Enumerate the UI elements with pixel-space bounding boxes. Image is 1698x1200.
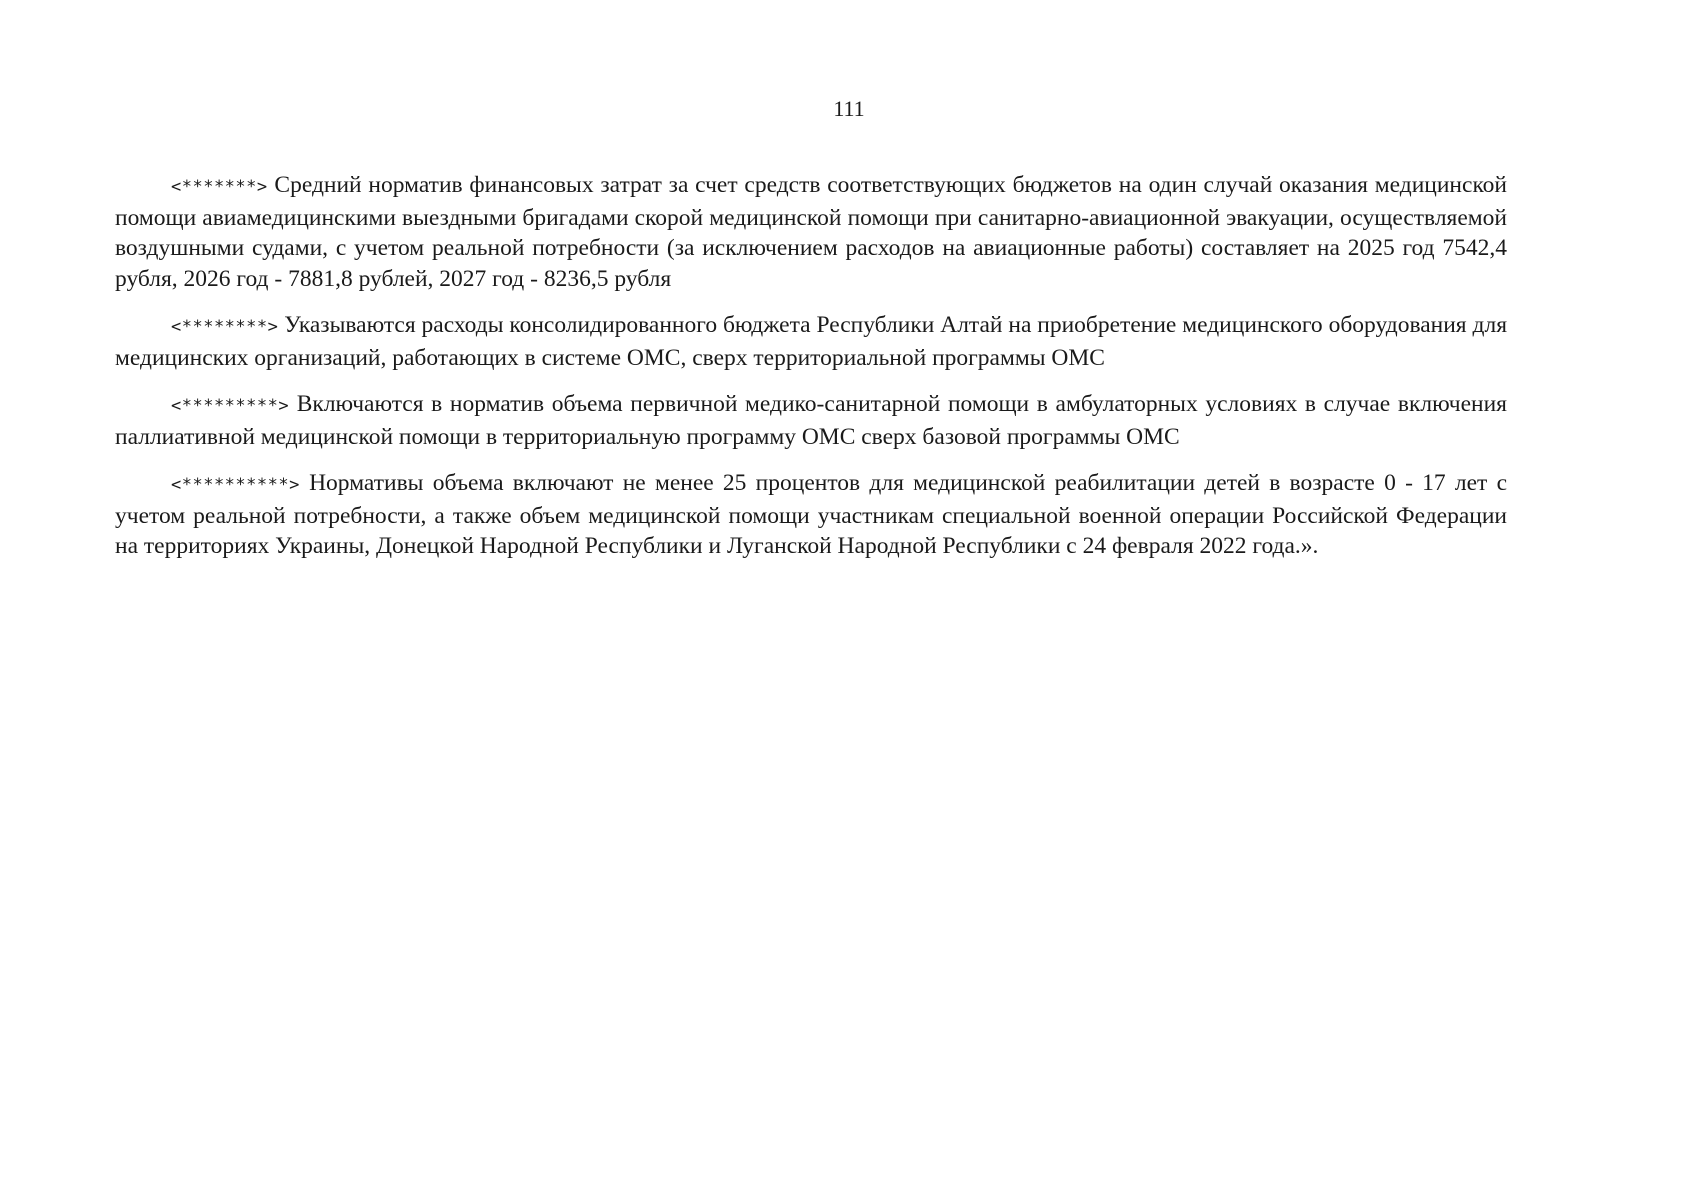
- footnote-7-asterisks: [115, 170, 1507, 294]
- footnote-text: Нормативы объема включают не менее 25 процентов для медицинской реабилитации детей в возрасте 0 - 17 лет с учетом реальной потребности, а также объем медицинской помощи участникам специальной военной операции Российской Федерации на территориях Украины, Донецкой Народной Республики и Луганской Народной Республики с 24 февраля 2022 года.».: [115, 470, 1507, 559]
- footnote-marker: <********>: [171, 317, 279, 337]
- footnote-text: Включаются в норматив объема первичной медико-санитарной помощи в амбулаторных условиях в случае включения паллиативной медицинской помощи в территориальную программу ОМС сверх базовой программы ОМС: [115, 391, 1507, 450]
- footnote-marker: <*******>: [171, 177, 268, 197]
- footnote-9-asterisks: [115, 389, 1507, 452]
- footnote-8-asterisks: [115, 310, 1507, 373]
- footnotes: [115, 170, 1507, 578]
- page-number: 111: [833, 96, 865, 121]
- footnote-10-asterisks: [115, 468, 1507, 562]
- footnote-marker: <**********>: [171, 475, 300, 495]
- footnote-text: Средний норматив финансовых затрат за счет средств соответствующих бюджетов на один случай оказания медицинской помощи авиамедицинскими выездными бригадами скорой медицинской помощи при санитарно-авиационной эвакуации, осуществляемой воздушными судами, с учетом реальной потребности (за исключением расходов на авиационные работы) составляет на 2025 год 7542,4 рубля, 2026 год - 7881,8 рублей, 2027 год - 8236,5 рубля: [115, 172, 1507, 292]
- footnote-marker: <*********>: [171, 396, 290, 416]
- footnote-text: Указываются расходы консолидированного бюджета Республики Алтай на приобретение медицинского оборудования для медицинских организаций, работающих в системе ОМС, сверх территориальной программы ОМС: [115, 312, 1507, 371]
